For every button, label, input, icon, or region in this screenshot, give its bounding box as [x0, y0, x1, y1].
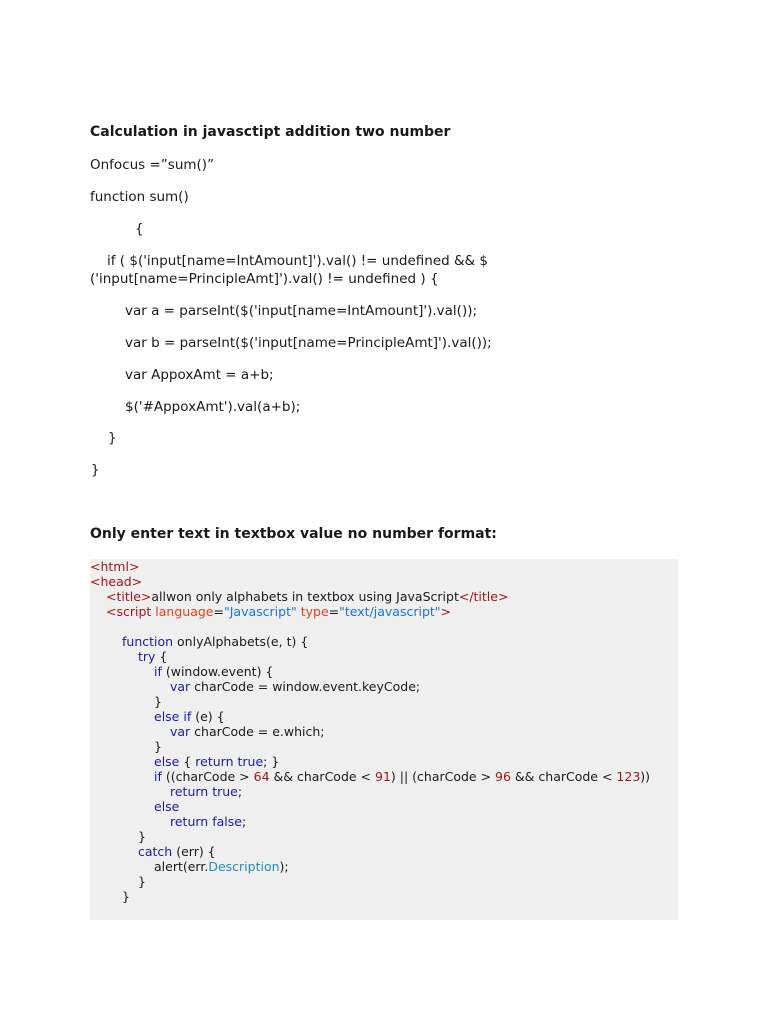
code-line — [138, 649, 167, 664]
keyword: function — [122, 634, 174, 649]
keyword: var — [170, 724, 191, 739]
keyword: catch — [138, 844, 173, 859]
code-line — [154, 769, 650, 784]
keyword: if — [154, 664, 162, 679]
code-text: } — [122, 889, 130, 904]
code-line — [106, 589, 508, 604]
property-name: Description — [208, 859, 280, 874]
code-text: ; — [237, 784, 243, 799]
code-text-line: } — [91, 462, 100, 478]
code-text: charCode = e.which; — [190, 724, 325, 739]
code-text: ; — [241, 814, 247, 829]
code-text: { — [179, 754, 196, 769]
keyword: if — [154, 769, 162, 784]
code-line — [170, 784, 242, 799]
code-text: allwon only alphabets in textbox using JavaScript — [151, 589, 459, 604]
code-line — [154, 859, 289, 874]
code-line — [138, 829, 146, 844]
code-line — [154, 739, 162, 754]
code-text-line: Onfocus =”sum()” — [90, 157, 215, 173]
number-literal: 96 — [495, 769, 511, 784]
code-line — [154, 694, 162, 709]
section1-heading: Calculation in javasctipt addition two number — [90, 124, 451, 140]
html-attribute: type — [300, 604, 329, 619]
code-text: && charCode < — [269, 769, 375, 784]
keyword: return — [170, 814, 209, 829]
code-text: } — [154, 694, 162, 709]
code-text: ((charCode > — [161, 769, 254, 784]
html-tag: > — [440, 604, 452, 619]
html-tag: <html> — [90, 559, 140, 574]
html-tag: </title> — [458, 589, 509, 604]
code-text: ) || (charCode > — [390, 769, 496, 784]
code-text: && charCode < — [510, 769, 617, 784]
code-text: { — [155, 649, 168, 664]
code-text: } — [138, 874, 146, 889]
code-text: (e) { — [191, 709, 225, 724]
number-literal: 91 — [375, 769, 391, 784]
code-line — [154, 754, 279, 769]
string-literal: "Javascript" — [223, 604, 297, 619]
keyword: else if — [154, 709, 192, 724]
number-literal: 123 — [616, 769, 641, 784]
code-line — [106, 604, 451, 619]
code-text: charCode = window.event.keyCode; — [190, 679, 421, 694]
code-text: (err) { — [172, 844, 216, 859]
keyword: else — [154, 799, 180, 814]
string-literal: "text/javascript" — [339, 604, 441, 619]
keyword: var — [170, 679, 191, 694]
code-line — [90, 574, 142, 589]
code-text: } — [154, 739, 162, 754]
code-block — [90, 559, 678, 920]
code-text-line: if ( $('input[name=IntAmount]').val() != undefined && $ — [107, 253, 488, 269]
code-line — [170, 814, 246, 829]
code-text: = — [328, 604, 340, 619]
code-line — [170, 724, 324, 739]
code-text-line: var AppoxAmt = a+b; — [125, 367, 274, 383]
keyword: return — [170, 784, 209, 799]
code-line — [154, 664, 273, 679]
keyword: try — [138, 649, 156, 664]
code-text-line: } — [108, 430, 117, 446]
code-text-line: ('input[name=PrincipleAmt]').val() != undefined ) { — [90, 271, 439, 287]
html-tag: <head> — [90, 574, 143, 589]
keyword: return — [195, 754, 234, 769]
code-text-line: var a = parseInt($('input[name=IntAmount]').val()); — [125, 303, 478, 319]
code-line — [170, 679, 420, 694]
code-line — [122, 634, 308, 649]
section2-heading: Only enter text in textbox value no number format: — [90, 526, 497, 542]
code-text-line: function sum() — [90, 189, 189, 205]
html-attribute: language — [155, 604, 214, 619]
code-text: } — [138, 829, 146, 844]
code-line — [154, 799, 179, 814]
keyword: true — [237, 754, 264, 769]
keyword: else — [154, 754, 180, 769]
code-line — [138, 844, 216, 859]
html-tag: <title> — [106, 589, 152, 604]
code-text: )) — [640, 769, 651, 784]
code-text-line: { — [135, 221, 144, 237]
html-tag: <script — [106, 604, 152, 619]
keyword: true — [212, 784, 238, 799]
code-text: alert(err. — [154, 859, 209, 874]
code-line — [122, 889, 130, 904]
code-line — [154, 709, 225, 724]
keyword: false — [212, 814, 242, 829]
code-text-line: var b = parseInt($('input[name=PrincipleAmt]').val()); — [125, 335, 492, 351]
code-text: onlyAlphabets(e, t) { — [173, 634, 309, 649]
code-text: = — [213, 604, 224, 619]
code-line — [138, 874, 146, 889]
code-text: (window.event) { — [161, 664, 274, 679]
number-literal: 64 — [253, 769, 270, 784]
code-text: ); — [279, 859, 289, 874]
code-text: ; } — [263, 754, 280, 769]
code-line — [90, 559, 139, 574]
code-text-line: $('#AppoxAmt').val(a+b); — [125, 399, 301, 415]
